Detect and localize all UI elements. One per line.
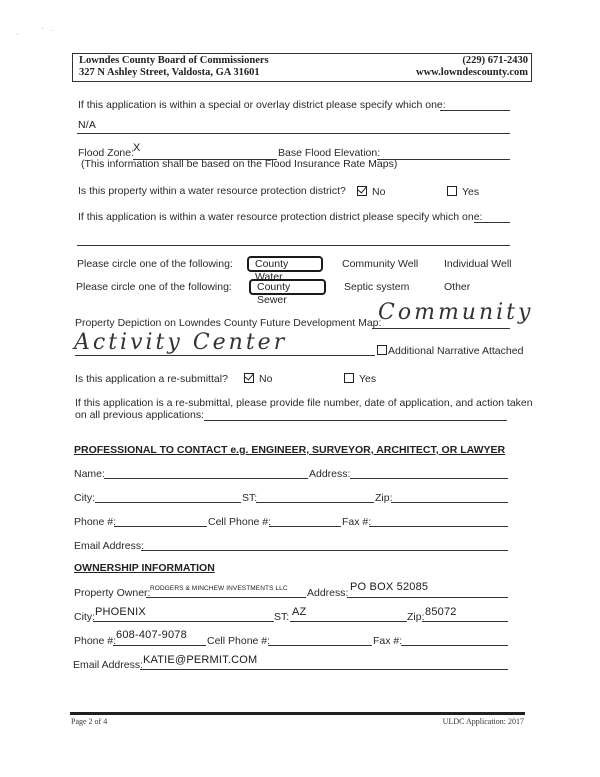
owner-cell-field[interactable]	[268, 645, 372, 646]
base-flood-elevation-label: Base Flood Elevation:	[278, 147, 381, 159]
water-resource-yes-label: Yes	[462, 186, 480, 198]
owner-city-label: City:	[74, 611, 95, 623]
owner-city-line	[93, 621, 274, 622]
professional-cell-field[interactable]	[269, 526, 341, 527]
owner-address-value[interactable]: PO BOX 52085	[350, 581, 429, 593]
footer-page-number: Page 2 of 4	[71, 717, 108, 726]
flood-note: (This information shall be based on the Flood Insurance Rate Maps)	[81, 158, 398, 170]
professional-heading: PROFESSIONAL TO CONTACT e.g. ENGINEER, SURVEYOR, ARCHITECT, OR LAWYER	[74, 444, 506, 456]
professional-fax-label: Fax #:	[342, 516, 372, 528]
overlay-district-value[interactable]: N/A	[78, 119, 97, 131]
future-development-handwritten-line2[interactable]: Activity Center	[74, 330, 288, 355]
professional-name-label: Name:	[74, 468, 105, 480]
future-development-line2	[75, 355, 375, 356]
footer-form-name: ULDC Application: 2017	[442, 717, 524, 726]
owner-phone-label: Phone #:	[74, 635, 117, 647]
resubmittal-details-blank[interactable]	[204, 420, 507, 421]
professional-email-label: Email Address:	[74, 540, 145, 552]
water-source-label: Please circle one of the following:	[77, 258, 233, 270]
owner-st-label: ST:	[274, 611, 290, 623]
letterhead-box	[72, 53, 532, 82]
professional-phone-field[interactable]	[114, 526, 207, 527]
org-address: 327 N Ashley Street, Valdosta, GA 31601	[79, 67, 260, 78]
owner-email-value[interactable]: KATIE@PERMIT.COM	[143, 654, 258, 666]
professional-name-field[interactable]	[104, 478, 308, 479]
water-resource-specify-blank[interactable]	[474, 222, 510, 223]
scan-speck	[52, 30, 53, 31]
owner-zip-label: Zip:	[407, 611, 425, 623]
footer-rule	[70, 712, 525, 715]
owner-zip-value[interactable]: 85072	[425, 606, 457, 618]
letterhead-right	[416, 55, 528, 79]
owner-line	[146, 597, 306, 598]
professional-city-label: City:	[74, 492, 95, 504]
org-name: Lowndes County Board of Commissioners	[79, 55, 269, 66]
owner-city-value[interactable]: PHOENIX	[95, 606, 146, 618]
resubmittal-details-line1: If this application is a re-submittal, please provide file number, date of application, and action taken	[75, 397, 533, 409]
owner-address-line	[347, 597, 508, 598]
owner-label: Property Owner:	[74, 587, 151, 599]
owner-st-value[interactable]: AZ	[292, 606, 307, 618]
owner-fax-field[interactable]	[401, 645, 508, 646]
water-resource-specify-line[interactable]	[77, 245, 510, 246]
owner-email-label: Email Address:	[73, 659, 144, 671]
water-resource-question: Is this property within a water resource protection district?	[78, 185, 346, 197]
owner-value[interactable]: RODGERS & MINCHEW INVESTMENTS LLC	[150, 585, 288, 592]
owner-zip-line	[422, 621, 508, 622]
water-option-community-well[interactable]: Community Well	[342, 258, 419, 270]
water-resource-no-label: No	[372, 186, 386, 198]
resubmittal-yes-checkbox[interactable]	[344, 373, 354, 383]
ownership-heading: OWNERSHIP INFORMATION	[74, 562, 215, 574]
owner-st-line	[290, 621, 407, 622]
professional-email-field[interactable]	[141, 550, 508, 551]
water-resource-yes-checkbox[interactable]	[447, 186, 457, 196]
professional-phone-label: Phone #:	[74, 516, 117, 528]
future-development-label: Property Depiction on Lowndes County Future Development Map:	[75, 317, 382, 329]
additional-narrative-checkbox[interactable]	[377, 345, 387, 355]
future-development-line1	[372, 328, 510, 329]
resubmittal-no-label: No	[259, 373, 273, 385]
owner-fax-label: Fax #:	[373, 635, 403, 647]
owner-email-line	[140, 669, 508, 670]
resubmittal-details-line2: on all previous applications:	[75, 409, 204, 421]
additional-narrative-label: Additional Narrative Attached	[388, 345, 524, 357]
water-option-individual-well[interactable]: Individual Well	[444, 258, 512, 270]
letterhead-left	[79, 55, 269, 79]
professional-address-label: Address:	[309, 468, 351, 480]
flood-zone-label: Flood Zone:	[78, 147, 135, 159]
professional-zip-field[interactable]	[391, 502, 508, 503]
resubmittal-yes-label: Yes	[359, 373, 377, 385]
org-website: www.lowndescounty.com	[415, 67, 528, 78]
professional-zip-label: Zip:	[375, 492, 393, 504]
flood-zone-value[interactable]: X	[133, 142, 141, 154]
professional-city-field[interactable]	[95, 502, 241, 503]
owner-address-label: Address:	[307, 587, 349, 599]
owner-cell-label: Cell Phone #:	[207, 635, 271, 647]
overlay-district-line	[77, 133, 510, 134]
professional-address-field[interactable]	[350, 478, 508, 479]
resubmittal-no-checkbox[interactable]	[244, 373, 254, 383]
sewer-option-other[interactable]: Other	[444, 281, 471, 293]
future-development-handwritten-line1[interactable]: Community	[378, 300, 534, 325]
professional-fax-field[interactable]	[369, 526, 508, 527]
overlay-district-label: If this application is within a special or overlay district please specify which one:	[78, 99, 446, 111]
water-resource-no-checkbox[interactable]	[357, 186, 367, 196]
professional-cell-label: Cell Phone #:	[208, 516, 272, 528]
owner-phone-value[interactable]: 608-407-9078	[116, 629, 187, 641]
resubmittal-question: Is this application a re-submittal?	[75, 373, 228, 385]
scan-speck	[42, 28, 43, 29]
professional-st-field[interactable]	[256, 502, 374, 503]
sewer-option-septic-system[interactable]: Septic system	[344, 281, 410, 293]
owner-phone-line	[113, 645, 206, 646]
scan-speck	[17, 34, 18, 35]
org-phone: (229) 671-2430	[462, 55, 528, 66]
sewer-source-label: Please circle one of the following:	[76, 281, 232, 293]
sewer-option-county-sewer-circled[interactable]: County Sewer	[249, 279, 326, 295]
water-resource-specify-label: If this application is within a water resource protection district please specify which one:	[78, 211, 483, 223]
overlay-district-blank[interactable]	[440, 110, 510, 111]
professional-st-label: ST:	[242, 492, 258, 504]
water-option-county-water-circled[interactable]: County Water	[247, 256, 323, 272]
